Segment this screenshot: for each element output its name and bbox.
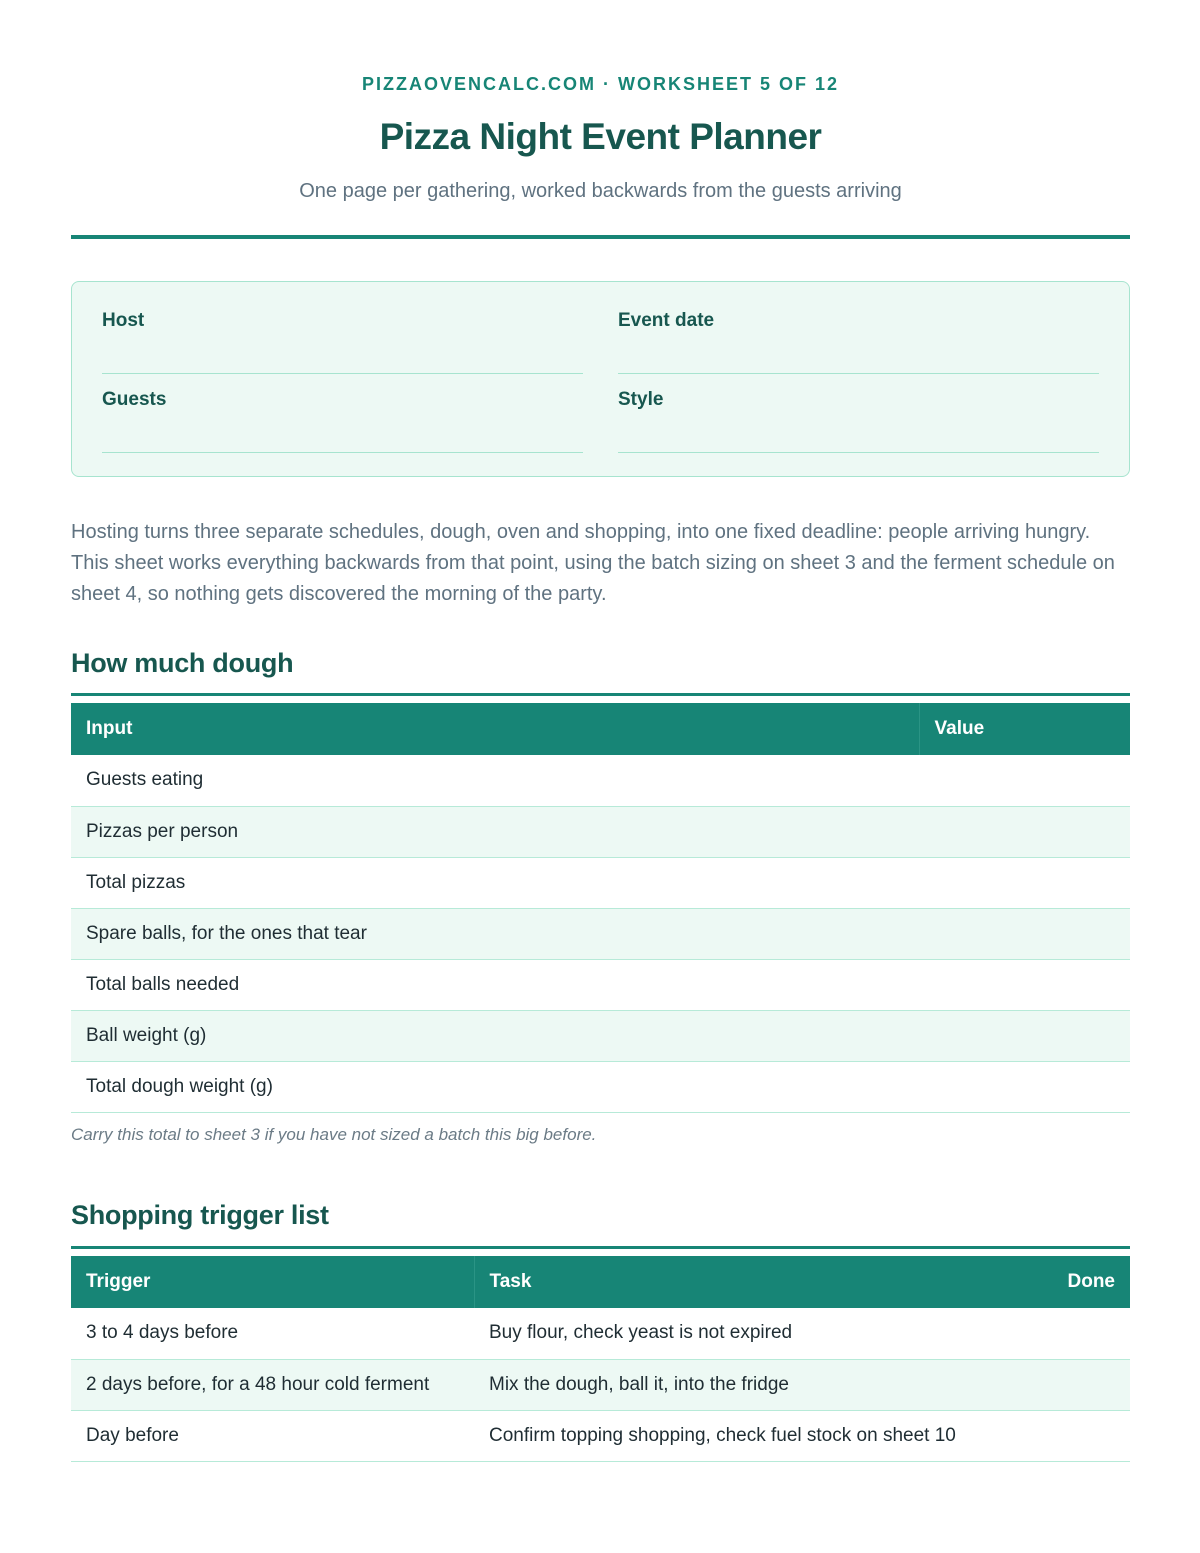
table-row (71, 1308, 1130, 1359)
table-row (71, 908, 1130, 959)
guests-label: Guests (102, 389, 167, 410)
value-cell[interactable] (919, 1010, 1130, 1061)
value-cell[interactable] (919, 857, 1130, 908)
value-cell[interactable] (919, 806, 1130, 857)
table-row (71, 806, 1130, 857)
table-row (71, 959, 1130, 1010)
shopping-section-rule (71, 1246, 1130, 1249)
intro-paragraph: Hosting turns three separate schedules, dough, oven and shopping, into one fixed deadline: people arriving hungry. This sheet works everything backwards from that point, using the batch sizing on sheet 3 and the ferment schedule on sheet 4, so nothing gets discovered the morning of the party. (71, 521, 1115, 605)
column-header-trigger: Trigger (71, 1256, 474, 1308)
value-cell[interactable] (919, 1061, 1130, 1112)
page-subtitle: One page per gathering, worked backwards from the guests arriving (299, 180, 902, 202)
dough-section-rule (71, 693, 1130, 696)
value-cell[interactable] (919, 755, 1130, 806)
input-label: Spare balls, for the ones that tear (71, 908, 919, 959)
column-header-done: Done (980, 1256, 1130, 1308)
event-info-box (71, 281, 1130, 477)
shopping-section-title: Shopping trigger list (71, 1200, 329, 1230)
trigger-cell: Day before (71, 1410, 474, 1461)
dough-table-header (71, 703, 1130, 755)
title-divider (71, 235, 1130, 239)
value-cell[interactable] (919, 959, 1130, 1010)
shopping-table (71, 1256, 1130, 1462)
input-label: Total balls needed (71, 959, 919, 1010)
column-header-task: Task (474, 1256, 980, 1308)
worksheet-eyebrow: PIZZAOVENCALC.COM · WORKSHEET 5 OF 12 (361, 74, 840, 94)
trigger-cell: 2 days before, for a 48 hour cold ferment (71, 1359, 474, 1410)
done-cell[interactable] (980, 1308, 1130, 1359)
task-cell: Mix the dough, ball it, into the fridge (474, 1359, 980, 1410)
table-row (71, 755, 1130, 806)
input-label: Total dough weight (g) (71, 1061, 919, 1112)
input-label: Guests eating (71, 755, 919, 806)
column-header-value: Value (919, 703, 1130, 755)
input-label: Ball weight (g) (71, 1010, 919, 1061)
column-header-input: Input (71, 703, 919, 755)
done-cell[interactable] (980, 1410, 1130, 1461)
guests-field[interactable] (102, 389, 583, 453)
value-cell[interactable] (919, 908, 1130, 959)
input-label: Total pizzas (71, 857, 919, 908)
page-title: Pizza Night Event Planner (379, 116, 822, 157)
style-field[interactable] (618, 389, 1099, 453)
table-row (71, 857, 1130, 908)
table-row (71, 1410, 1130, 1461)
table-row (71, 1010, 1130, 1061)
input-label: Pizzas per person (71, 806, 919, 857)
task-cell: Confirm topping shopping, check fuel stock on sheet 10 (474, 1410, 980, 1461)
table-row (71, 1359, 1130, 1410)
host-field[interactable] (102, 310, 583, 374)
task-cell: Buy flour, check yeast is not expired (474, 1308, 980, 1359)
dough-section-title: How much dough (71, 648, 294, 678)
trigger-cell: 3 to 4 days before (71, 1308, 474, 1359)
shopping-table-header (71, 1256, 1130, 1308)
dough-table (71, 703, 1130, 1113)
host-label: Host (102, 310, 145, 331)
done-cell[interactable] (980, 1359, 1130, 1410)
event-date-label: Event date (618, 310, 715, 331)
style-label: Style (618, 389, 664, 410)
dough-note: Carry this total to sheet 3 if you have not sized a batch this big before. (71, 1125, 597, 1144)
event-date-field[interactable] (618, 310, 1099, 374)
table-row (71, 1061, 1130, 1112)
